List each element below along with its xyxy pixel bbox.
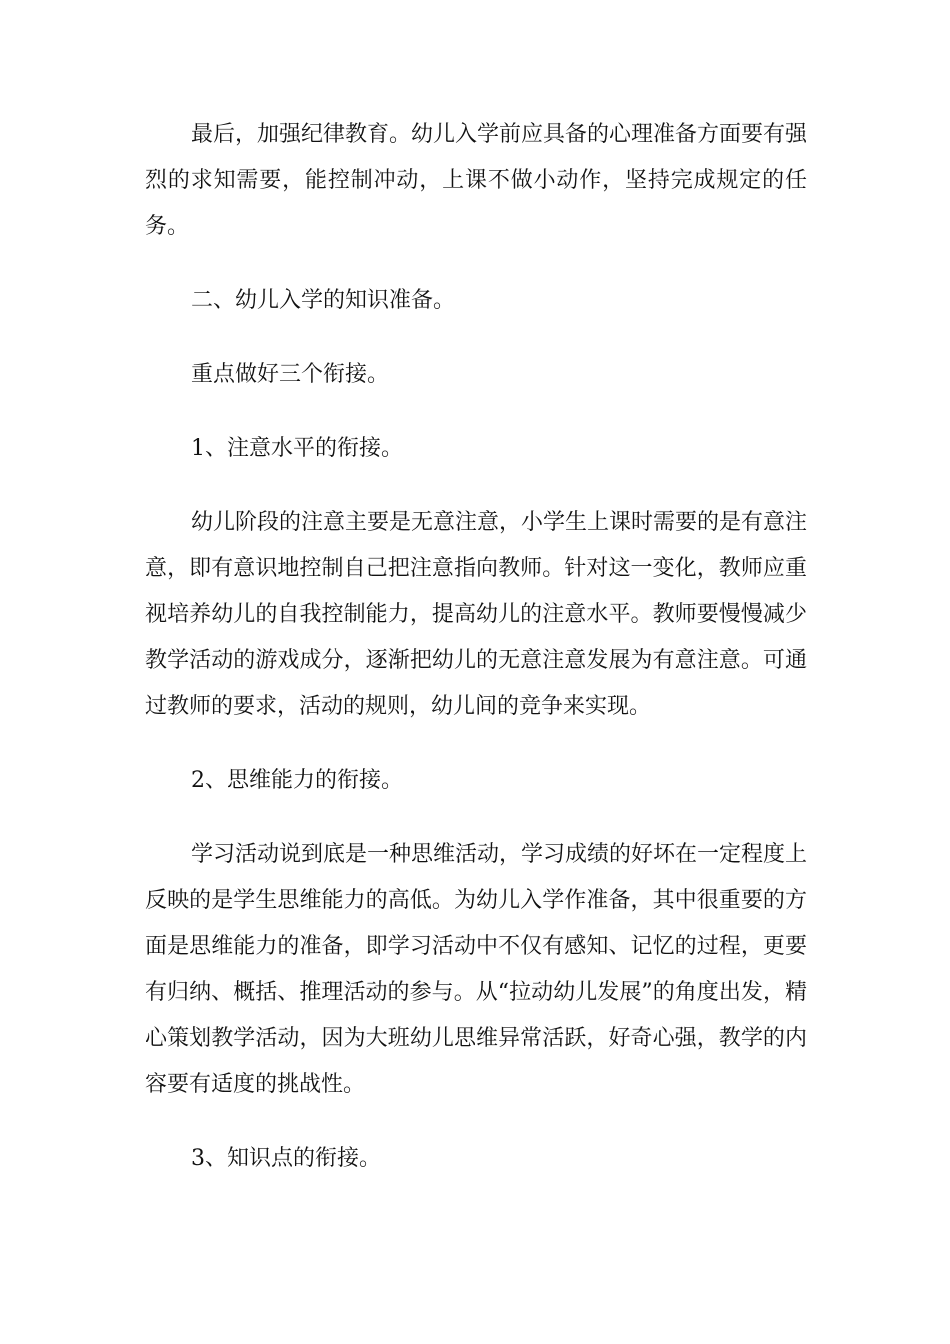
heading-knowledge-preparation: 二、幼儿入学的知识准备。	[191, 288, 456, 313]
paragraph-three-links: 重点做好三个衔接。	[191, 362, 390, 387]
subheading-knowledge-points: 3、知识点的衔接。	[191, 1146, 381, 1171]
subheading-attention-level: 1、注意水平的衔接。	[191, 436, 403, 461]
document-body	[145, 112, 807, 1182]
subheading-thinking-ability: 2、思维能力的衔接。	[191, 768, 403, 793]
paragraph-thinking: 学习活动说到底是一种思维活动，学习成绩的好坏在一定程度上反映的是学生思维能力的高低。为幼儿入学作准备，其中很重要的方面是思维能力的准备，即学习活动中不仅有感知、记忆的过程，更要有归纳、概括、推理活动的参与。从“拉动幼儿发展”的角度出发，精心策划教学活动，因为大班幼儿思维异常活跃，好奇心强，教学的内容要有适度的挑战性。	[145, 842, 808, 1097]
paragraph-discipline: 最后，加强纪律教育。幼儿入学前应具备的心理准备方面要有强烈的求知需要，能控制冲动，上课不做小动作，坚持完成规定的任务。	[145, 122, 808, 239]
paragraph-attention: 幼儿阶段的注意主要是无意注意，小学生上课时需要的是有意注意，即有意识地控制自己把注意指向教师。针对这一变化，教师应重视培养幼儿的自我控制能力，提高幼儿的注意水平。教师要慢慢减少教学活动的游戏成分，逐渐把幼儿的无意注意发展为有意注意。可通过教师的要求，活动的规则，幼儿间的竞争来实现。	[145, 510, 808, 719]
